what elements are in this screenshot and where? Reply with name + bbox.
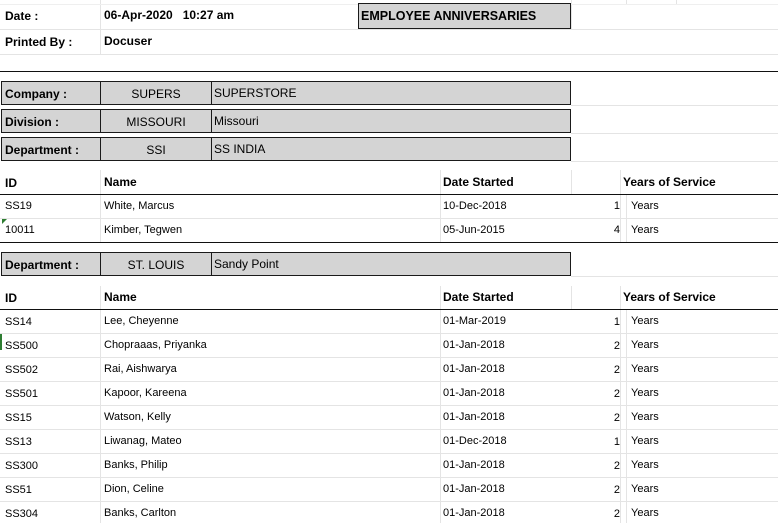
gridline	[0, 501, 778, 502]
row-years-unit: Years	[631, 315, 659, 327]
row-years: 2	[613, 508, 620, 520]
header-rule	[0, 309, 778, 310]
row-years-unit: Years	[631, 224, 659, 236]
gridline	[100, 0, 101, 55]
division-label: Division :	[5, 115, 60, 129]
row-name: Dion, Celine	[104, 483, 164, 495]
row-id: SS13	[5, 436, 32, 448]
row-id: SS14	[5, 316, 32, 328]
row-years: 2	[613, 460, 620, 472]
company-label: Company :	[5, 87, 68, 101]
company-name: SUPERSTORE	[214, 86, 297, 100]
cell-divider	[211, 110, 212, 132]
row-id: SS500	[5, 340, 39, 352]
row-date: 01-Jan-2018	[443, 363, 505, 375]
date-value: 06-Apr-2020 10:27 am	[104, 8, 235, 22]
header-rule	[0, 194, 778, 195]
row-date: 01-Jan-2018	[443, 483, 505, 495]
department-name: Sandy Point	[214, 257, 279, 271]
gridline	[0, 453, 778, 454]
row-years-unit: Years	[631, 387, 659, 399]
department-code: ST. LOUIS	[127, 258, 185, 272]
row-name: Rai, Aishwarya	[104, 363, 177, 375]
row-years-unit: Years	[631, 507, 659, 519]
cell-divider	[211, 253, 212, 275]
row-date: 01-Mar-2019	[443, 315, 506, 327]
row-name: Banks, Carlton	[104, 507, 177, 519]
col-header-name: Name	[104, 290, 137, 304]
row-date: 01-Jan-2018	[443, 507, 505, 519]
gridline	[0, 381, 778, 382]
row-years: 2	[613, 388, 620, 400]
department-label: Department :	[5, 258, 80, 272]
department-name: SS INDIA	[214, 142, 266, 156]
col-header-date-started: Date Started	[443, 175, 514, 189]
company-row	[1, 81, 571, 105]
printed-by-label: Printed By :	[5, 35, 73, 49]
row-name: Kimber, Tegwen	[104, 224, 183, 236]
row-name: White, Marcus	[104, 200, 175, 212]
gridline	[571, 276, 778, 277]
gridline	[620, 170, 621, 242]
company-code: SUPERS	[131, 87, 181, 101]
row-years-unit: Years	[631, 483, 659, 495]
row-years: 2	[613, 340, 620, 352]
row-name: Kapoor, Kareena	[104, 387, 187, 399]
row-name: Liwanag, Mateo	[104, 435, 182, 447]
row-years: 1	[613, 316, 620, 328]
row-date: 05-Jun-2015	[443, 224, 505, 236]
gridline	[0, 357, 778, 358]
department-row	[1, 137, 571, 161]
col-header-date-started: Date Started	[443, 290, 514, 304]
row-years-unit: Years	[631, 459, 659, 471]
section-rule	[0, 242, 778, 243]
gridline	[0, 218, 778, 219]
col-header-name: Name	[104, 175, 137, 189]
division-row	[1, 109, 571, 133]
row-id: SS300	[5, 460, 39, 472]
department-row	[1, 252, 571, 276]
gridline	[0, 477, 778, 478]
row-date: 01-Dec-2018	[443, 435, 507, 447]
division-name: Missouri	[214, 114, 259, 128]
gridline	[0, 405, 778, 406]
col-header-years: Years of Service	[623, 175, 716, 189]
row-id: SS501	[5, 388, 39, 400]
row-date: 01-Jan-2018	[443, 459, 505, 471]
cell-divider	[211, 138, 212, 160]
department-label: Department :	[5, 143, 80, 157]
gridline	[440, 170, 441, 242]
date-label: Date :	[5, 9, 39, 23]
row-id: 10011	[5, 224, 35, 236]
section-rule	[0, 71, 778, 72]
row-years: 4	[613, 224, 620, 236]
department-code: SSI	[146, 143, 166, 157]
gridline	[100, 170, 101, 242]
gridline	[0, 429, 778, 430]
gridline	[571, 286, 572, 309]
row-id: SS51	[5, 484, 32, 496]
col-header-id: ID	[5, 176, 17, 190]
row-name: Banks, Philip	[104, 459, 168, 471]
gridline	[0, 29, 778, 30]
row-date: 01-Jan-2018	[443, 411, 505, 423]
gridline	[626, 309, 627, 523]
row-date: 01-Jan-2018	[443, 387, 505, 399]
row-years-unit: Years	[631, 411, 659, 423]
gridline	[0, 333, 778, 334]
row-id: SS304	[5, 508, 39, 520]
gridline	[571, 161, 778, 162]
row-years: 2	[613, 364, 620, 376]
gridline	[571, 170, 572, 194]
row-id: SS15	[5, 412, 32, 424]
printed-by-value: Docuser	[104, 34, 153, 48]
gridline	[571, 133, 778, 134]
gridline	[571, 105, 778, 106]
row-date: 10-Dec-2018	[443, 200, 507, 212]
report-title: EMPLOYEE ANNIVERSARIES	[361, 9, 537, 23]
row-id: SS19	[5, 200, 32, 212]
col-header-id: ID	[5, 291, 17, 305]
row-years-unit: Years	[631, 339, 659, 351]
row-years: 2	[613, 412, 620, 424]
row-years: 1	[613, 200, 620, 212]
row-name: Lee, Cheyenne	[104, 315, 179, 327]
cell-divider	[211, 82, 212, 104]
row-years-unit: Years	[631, 363, 659, 375]
division-code: MISSOURI	[126, 115, 186, 129]
row-years-unit: Years	[631, 435, 659, 447]
row-years: 2	[613, 484, 620, 496]
row-name: Watson, Kelly	[104, 411, 171, 423]
row-marker	[0, 334, 2, 350]
col-header-years: Years of Service	[623, 290, 716, 304]
row-name: Chopraaas, Priyanka	[104, 339, 207, 351]
gridline	[0, 54, 778, 55]
row-date: 01-Jan-2018	[443, 339, 505, 351]
report-title-box	[358, 3, 571, 29]
row-id: SS502	[5, 364, 39, 376]
row-years: 1	[613, 436, 620, 448]
row-years-unit: Years	[631, 200, 659, 212]
